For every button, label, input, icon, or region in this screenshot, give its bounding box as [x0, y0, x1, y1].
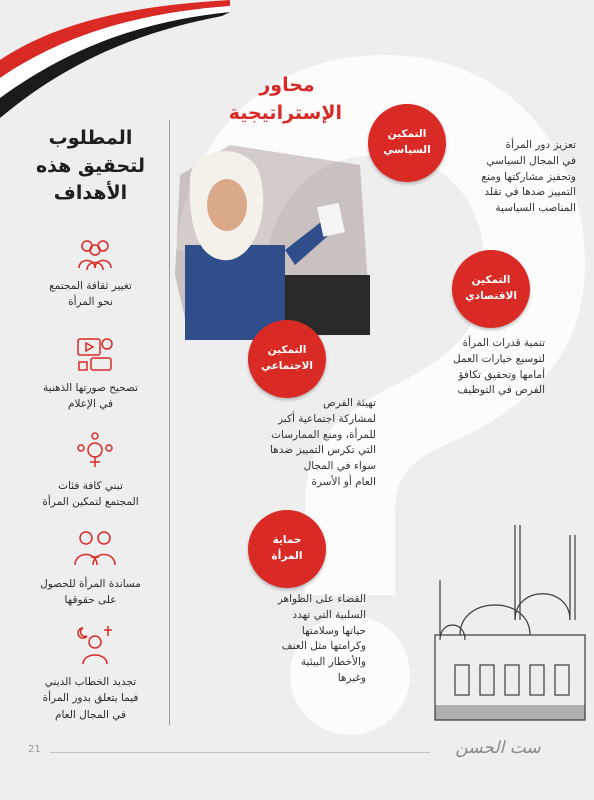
women-protection-badge: حماية المرأة [248, 510, 326, 588]
political-empowerment-text: تعزيز دور المرأة في المجال السياسي وتحفيز مشاركتها ومنع التمييز ضدها في تقلد المناصب السياسية [481, 139, 576, 214]
women-protection-text: القضاء على الظواهر السلبية التي تهدد حياتها وسلامتها وكرامتها مثل العنف والأخطار البيئية وغيرها [277, 593, 366, 684]
economic-empowerment-badge: التمكين الاقتصادي [452, 250, 530, 328]
requirement-item-3: تبني كافة فئات المجتمع لتمكين المرأة [42, 480, 139, 509]
economic-empowerment-text: تنمية قدرات المرأة لتوسيع خيارات العمل أمامها وتحقيق تكافؤ الفرص في التوظيف [453, 337, 545, 397]
page-number: 21 [28, 744, 41, 755]
group-icon [75, 236, 115, 272]
gender-icon [75, 430, 115, 470]
requirements-heading: المطلوب لتحقيق هذه الأهداف [35, 127, 146, 205]
media-icon [75, 334, 115, 372]
footer-rule [50, 752, 430, 753]
mosque-sketch [420, 525, 590, 725]
page-title: محاور الإستراتيجية [228, 74, 342, 124]
religion-icon [75, 624, 115, 666]
social-empowerment-badge: التمكين الاجتماعي [248, 320, 326, 398]
publication-logo: ست الحسن [455, 738, 541, 758]
woman-voting-photo [170, 135, 370, 340]
requirement-item-1: تغيير ثقافة المجتمع نحو المرأة [49, 280, 132, 309]
requirement-item-2: تصحيح صورتها الذهنية في الإعلام [43, 382, 138, 411]
social-empowerment-text: تهيئة الفرص لمشاركة اجتماعية أكبر للمرأة، ومنع الممارسات التي تكرس التمييز ضدها سواء في المجال العام أو الأسرة [269, 397, 376, 488]
requirement-item-5: تجديد الخطاب الديني فيما يتعلق بدور المرأة في المجال العام [42, 676, 139, 721]
requirement-item-4: مساندة المرأة للحصول على حقوقها [40, 578, 141, 607]
political-empowerment-badge: التمكين السياسي [368, 104, 446, 182]
support-icon [73, 527, 117, 567]
